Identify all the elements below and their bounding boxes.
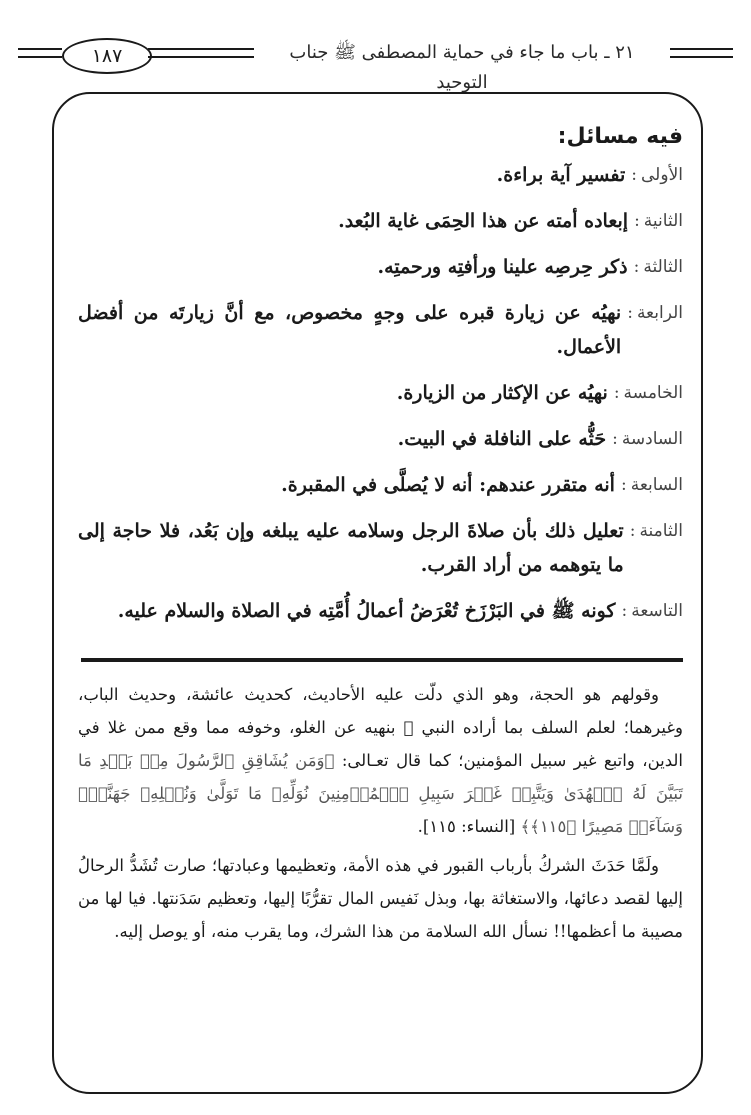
quran-verse: ﴿وَمَن يُشَاقِقِ ٱلرَّسُولَ مِنۢ بَعۡدِ مَا تَبَيَّنَ لَهُ ٱلۡهُدَىٰ وَيَتَّبِعۡ غَيۡرَ سَبِيلِ ٱلۡمُؤۡمِنِينَ نُوَلِّهِۦ مَا تَوَلَّىٰ وَنُصۡلِهِۦ جَهَنَّمَۖ وَسَآءَتۡ مَصِيرًا ﴿١١٥﴾﴾: [78, 751, 683, 836]
section-title: فيه مسائل:: [557, 124, 683, 149]
issue-colon: :: [621, 601, 628, 621]
header-rule-left-lower: [18, 56, 62, 58]
issue-colon: :: [612, 429, 618, 449]
issue-label: التاسعة: [631, 601, 683, 621]
page-number: ١٨٧: [62, 38, 152, 74]
issue-text: حَثُّه على النافلة في البيت.: [397, 428, 607, 450]
issue-item: [78, 158, 683, 192]
issue-colon: :: [634, 211, 640, 231]
footnote-rule: [81, 658, 683, 662]
issue-text: إبعاده أمته عن هذا الحِمَى غاية البُعد.: [338, 210, 629, 232]
issue-colon: :: [627, 303, 633, 323]
issue-text: كونه ﷺ في البَرْزَخ تُعْرَضُ أعمالُ أُمَّتِه في الصلاة والسلام عليه.: [117, 600, 616, 622]
issue-text: تعليل ذلك بأن صلاةَ الرجل وسلامه عليه يبلغه وإن بَعُد، فلا حاجة إلى ما يتوهمه من أراد القرب.: [78, 520, 624, 576]
issue-item: [78, 204, 683, 238]
issue-label: الأولى: [641, 165, 683, 185]
issue-text: ذكر حِرصِه علينا ورأفتِه ورحمتِه.: [377, 256, 628, 278]
header-rule-middle: [148, 48, 254, 50]
issue-item: [78, 468, 683, 502]
verse-reference: [النساء: ١١٥].: [417, 817, 516, 836]
issue-label: السابعة: [630, 475, 683, 495]
issue-text: نهيُه عن الإكثار من الزيارة.: [396, 382, 608, 404]
issue-text: أنه متقرر عندهم: أنه لا يُصلَّى في المقبرة.: [281, 474, 615, 496]
issue-item: [78, 594, 683, 628]
issue-colon: :: [613, 383, 620, 403]
issue-item: [78, 422, 683, 456]
header-rule-right: [670, 48, 733, 50]
issue-colon: :: [629, 521, 636, 541]
footnote-section: [78, 678, 683, 948]
issue-label: الثامنة: [639, 521, 683, 541]
footnote-text: وقولهم هو الحجة، وهو الذي دلّت عليه الأحاديث، كحديث عائشة، وحديث الباب، وغيرهما؛ لعلم السلف بما أراده النبي ﷺ بنهيه عن الغلو، وخوفه مما وقع ممن غلا في الدين، واتبع غير سبيل المؤمنين؛ كما قال تعـالى:: [78, 685, 683, 770]
issue-colon: :: [631, 165, 638, 185]
footnote-paragraph: ولَمَّا حَدَثَ الشركُ بأرباب القبور في هذه الأمة، وتعظيمها وعبادتها؛ صارت تُشَدُّ الرحالُ إليها لقصد دعائها، والاستغاثة بها، وبذل نَفيس المال تقرُّبًا إليها، وتعظيم سَدَنتها. فيا لها من مصيبة ما أعظمها!! نسأل الله السلامة من هذا الشرك، وما يقرب منه، أو يوصل إليه.: [78, 856, 683, 941]
issue-label: الرابعة: [636, 303, 683, 323]
issue-colon: :: [620, 475, 627, 495]
issue-label: الخامسة: [623, 383, 683, 403]
issue-label: الثانية: [643, 211, 683, 231]
footnote-paragraph: [78, 678, 683, 843]
issue-item: [78, 250, 683, 284]
chapter-title: ٢١ ـ باب ما جاء في حماية المصطفى ﷺ جناب التوحيد: [289, 42, 635, 93]
header-rule-right-lower: [670, 56, 733, 58]
issue-text: تفسير آية براءة.: [496, 164, 626, 186]
issue-label: السادسة: [621, 429, 683, 449]
issue-item: [78, 376, 683, 410]
issue-colon: :: [633, 257, 640, 277]
header-rule-left: [18, 48, 62, 50]
issue-label: الثالثة: [643, 257, 683, 277]
issue-text: نهيُه عن زيارة قبره على وجهٍ مخصوص، مع أنَّ زيارتَه من أفضل الأعمال.: [78, 302, 622, 358]
issues-section: [78, 122, 683, 640]
issue-item: [78, 296, 683, 364]
issue-item: [78, 514, 683, 582]
header-rule-middle-lower: [148, 56, 254, 58]
